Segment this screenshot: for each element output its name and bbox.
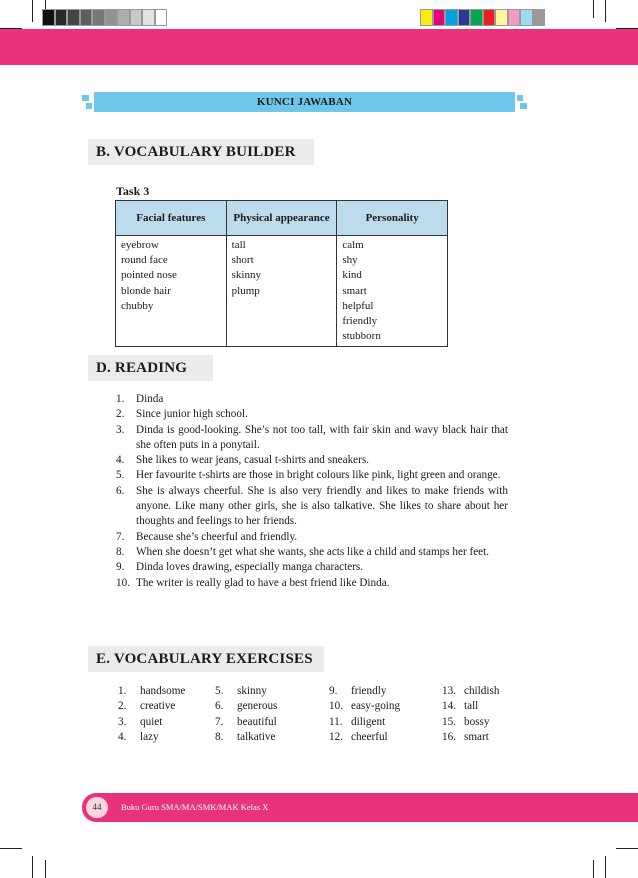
list-item <box>118 730 185 745</box>
list-item <box>215 715 277 730</box>
list-item <box>442 730 499 745</box>
table-word: tall <box>231 239 246 251</box>
exercise-column-4 <box>442 684 499 745</box>
table-word: smart <box>342 284 367 297</box>
item-number: 14. <box>442 700 456 713</box>
list-item <box>116 530 508 545</box>
exercise-word: creative <box>140 700 176 713</box>
bar-decoration <box>520 103 527 109</box>
facial-features-cell <box>116 236 227 347</box>
exercise-word: smart <box>464 730 489 743</box>
list-item <box>118 699 185 714</box>
item-number: 5. <box>116 469 125 482</box>
list-item <box>116 484 508 530</box>
column-header: Personality <box>337 201 448 236</box>
answer-text: She likes to wear jeans, casual t-shirts and sneakers. <box>136 454 370 467</box>
item-number: 12. <box>329 730 343 743</box>
task-label: Task 3 <box>116 184 150 198</box>
item-number: 15. <box>442 715 456 728</box>
list-item <box>116 407 508 422</box>
answer-text: The writer is really glad to have a best friend like Dinda. <box>136 576 390 589</box>
item-number: 7. <box>215 715 224 728</box>
page-number: 44 <box>86 797 108 818</box>
exercise-word: skinny <box>237 685 267 697</box>
answer-text: Since junior high school. <box>136 408 248 421</box>
table-word: short <box>231 254 254 267</box>
item-number: 9. <box>329 685 338 697</box>
answer-text: Dinda is good-looking. She’s not too tall, with fair skin and wavy black hair that she often puts in a ponytail. <box>136 423 508 451</box>
answer-text: Her favourite t-shirts are those in bright colours like pink, light green and orange. <box>136 469 501 482</box>
section-d-title: D. READING <box>88 355 213 381</box>
vocabulary-table <box>115 200 448 347</box>
list-item <box>215 699 277 714</box>
column-header: Physical appearance <box>226 201 337 236</box>
exercise-column-3 <box>329 684 400 745</box>
item-number: 9. <box>116 561 125 574</box>
answer-text: Dinda loves drawing, especially manga characters. <box>136 561 364 574</box>
list-item <box>116 545 508 560</box>
table-word: helpful <box>342 299 374 312</box>
table-word: chubby <box>121 299 154 312</box>
section-e-title: E. VOCABULARY EXERCISES <box>88 646 324 672</box>
list-item <box>215 684 277 699</box>
answer-key-title: KUNCI JAWABAN <box>94 92 515 112</box>
color-swatches <box>420 9 545 26</box>
item-number: 3. <box>116 423 125 436</box>
answer-key-bar <box>82 92 527 112</box>
item-number: 2. <box>118 700 127 713</box>
list-item <box>329 699 400 714</box>
answer-text: When she doesn’t get what she wants, she acts like a child and stamps her feet. <box>136 545 490 558</box>
item-number: 4. <box>116 454 125 467</box>
header-band <box>0 29 638 65</box>
exercise-word: lazy <box>140 730 159 743</box>
list-item <box>116 453 508 468</box>
list-item <box>116 423 508 454</box>
exercise-word: talkative <box>237 730 276 743</box>
table-word: plump <box>231 284 260 297</box>
table-word: shy <box>342 254 358 267</box>
table-word: pointed nose <box>121 269 177 282</box>
list-item <box>118 715 185 730</box>
item-number: 1. <box>118 685 127 697</box>
item-number: 13. <box>442 685 456 697</box>
list-item <box>116 576 508 591</box>
list-item <box>442 699 499 714</box>
exercise-column-2 <box>215 684 277 745</box>
item-number: 8. <box>116 545 125 558</box>
table-word: kind <box>342 269 362 282</box>
exercise-word: diligent <box>351 715 386 728</box>
grayscale-swatches <box>42 9 167 26</box>
section-b-title: B. VOCABULARY BUILDER <box>88 139 314 165</box>
item-number: 3. <box>118 715 127 728</box>
table-word: stubborn <box>342 330 381 343</box>
exercise-word: cheerful <box>351 730 388 743</box>
footer-book-title: Buku Guru SMA/MA/SMK/MAK Kelas X <box>121 802 269 812</box>
list-item <box>329 730 400 745</box>
table-word: friendly <box>342 315 378 328</box>
list-item <box>116 392 508 407</box>
answer-text: She is always cheerful. She is also very friendly and likes to make friends with anyone. Like many other girls, she is also talkative. She likes to share about her thoughts and feelings to her friends. <box>136 484 508 528</box>
list-item <box>442 684 499 699</box>
bar-decoration <box>517 95 523 101</box>
item-number: 1. <box>116 393 125 405</box>
table-word: skinny <box>231 269 261 282</box>
exercise-word: easy-going <box>351 700 401 713</box>
exercise-word: childish <box>464 685 500 697</box>
list-item <box>329 684 400 699</box>
item-number: 7. <box>116 530 125 543</box>
table-word: calm <box>342 239 364 251</box>
item-number: 16. <box>442 730 456 743</box>
exercise-word: beautiful <box>237 715 277 728</box>
item-number: 5. <box>215 685 224 697</box>
exercise-word: tall <box>464 700 479 713</box>
table-word: round face <box>121 254 168 267</box>
bar-decoration <box>86 103 92 109</box>
exercise-word: handsome <box>140 685 186 697</box>
exercise-word: generous <box>237 700 278 713</box>
item-number: 6. <box>215 700 224 713</box>
reading-answers <box>116 392 508 591</box>
answer-text: Because she’s cheerful and friendly. <box>136 530 298 543</box>
list-item <box>329 715 400 730</box>
list-item <box>442 715 499 730</box>
list-item <box>215 730 277 745</box>
table-word: eyebrow <box>121 239 159 251</box>
physical-appearance-cell <box>226 236 337 347</box>
item-number: 8. <box>215 730 224 743</box>
item-number: 2. <box>116 408 125 421</box>
list-item <box>116 560 508 575</box>
exercise-word: quiet <box>140 715 163 728</box>
table-word: blonde hair <box>121 284 171 297</box>
list-item <box>118 684 185 699</box>
item-number: 4. <box>118 730 127 743</box>
list-item <box>116 468 508 483</box>
exercise-word: bossy <box>464 715 490 728</box>
personality-cell <box>337 236 448 347</box>
bar-decoration <box>82 95 89 101</box>
column-header: Facial features <box>116 201 227 236</box>
item-number: 10. <box>329 700 343 713</box>
item-number: 11. <box>329 715 343 728</box>
exercise-column-1 <box>118 684 185 745</box>
item-number: 10. <box>116 576 130 589</box>
exercise-word: friendly <box>351 685 387 697</box>
item-number: 6. <box>116 484 125 497</box>
answer-text: Dinda <box>136 393 164 405</box>
